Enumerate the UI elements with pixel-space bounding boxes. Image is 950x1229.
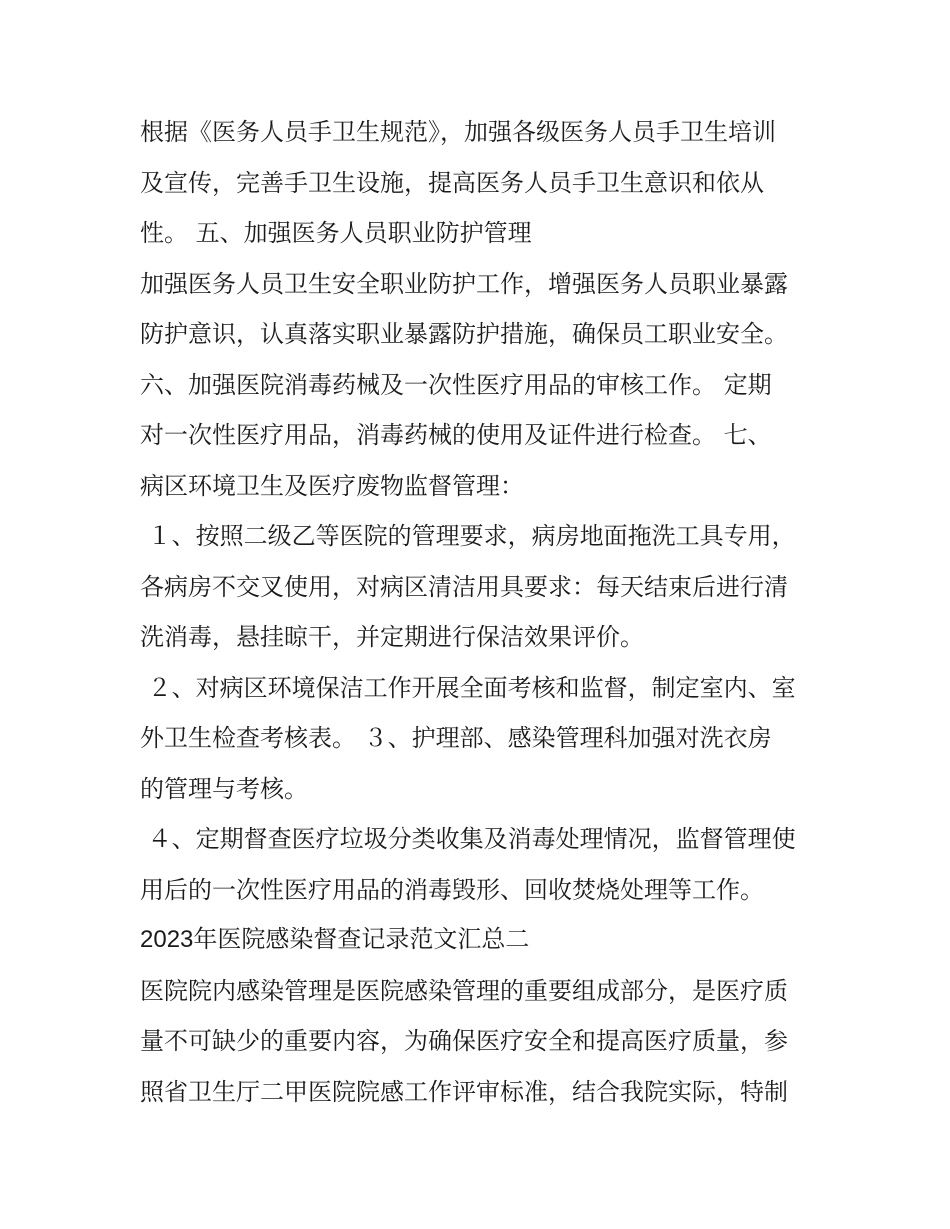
list-item-2: ２、对病区环境保洁工作开展全面考核和监督，制定室内、室	[140, 673, 796, 702]
text-line: 性。 五、加强医务人员职业防护管理	[140, 219, 532, 247]
text-line: 照省卫生厅二甲医院院感工作评审标准，结合我院实际，特制	[140, 1077, 788, 1106]
text-line: 及宣传，完善手卫生设施，提高医务人员手卫生意识和依从	[140, 168, 764, 197]
text-line: 六、加强医院消毒药械及一次性医疗用品的审核工作。 定期	[140, 370, 772, 399]
text-line: 根据《医务人员手卫生规范》，加强各级医务人员手卫生培训	[140, 118, 776, 146]
text-line: 医院院内感染管理是医院感染管理的重要组成部分，是医疗质	[140, 976, 788, 1005]
text-line: 对一次性医疗用品，消毒药械的使用及证件进行检查。 七、	[140, 421, 772, 449]
text-line: 防护意识，认真落实职业暴露防护措施，确保员工职业安全。	[140, 320, 788, 348]
text-line: 加强医务人员卫生安全职业防护工作，增强医务人员职业暴露	[140, 269, 788, 298]
text-line: 量不可缺少的重要内容，为确保医疗安全和提高医疗质量，参	[140, 1027, 788, 1055]
list-item-1: １、按照二级乙等医院的管理要求，病房地面拖洗工具专用，	[140, 522, 796, 550]
text-line: 外卫生检查考核表。 ３、护理部、感染管理科加强对洗衣房	[140, 724, 772, 752]
text-line: 用后的一次性医疗用品的消毒毁形、回收焚烧处理等工作。	[140, 875, 764, 904]
text-line: 病区环境卫生及医疗废物监督管理：	[140, 471, 524, 500]
text-line: 洗消毒，悬挂晾干，并定期进行保洁效果评价。	[140, 623, 644, 651]
list-item-4: ４、定期督查医疗垃圾分类收集及消毒处理情况，监督管理使	[140, 825, 796, 853]
section-heading: 2023年医院感染督查记录范文汇总二	[140, 926, 530, 953]
text-line: 各病房不交叉使用，对病区清洁用具要求：每天结束后进行清	[140, 572, 788, 601]
text-line: 的管理与考核。	[140, 774, 308, 803]
